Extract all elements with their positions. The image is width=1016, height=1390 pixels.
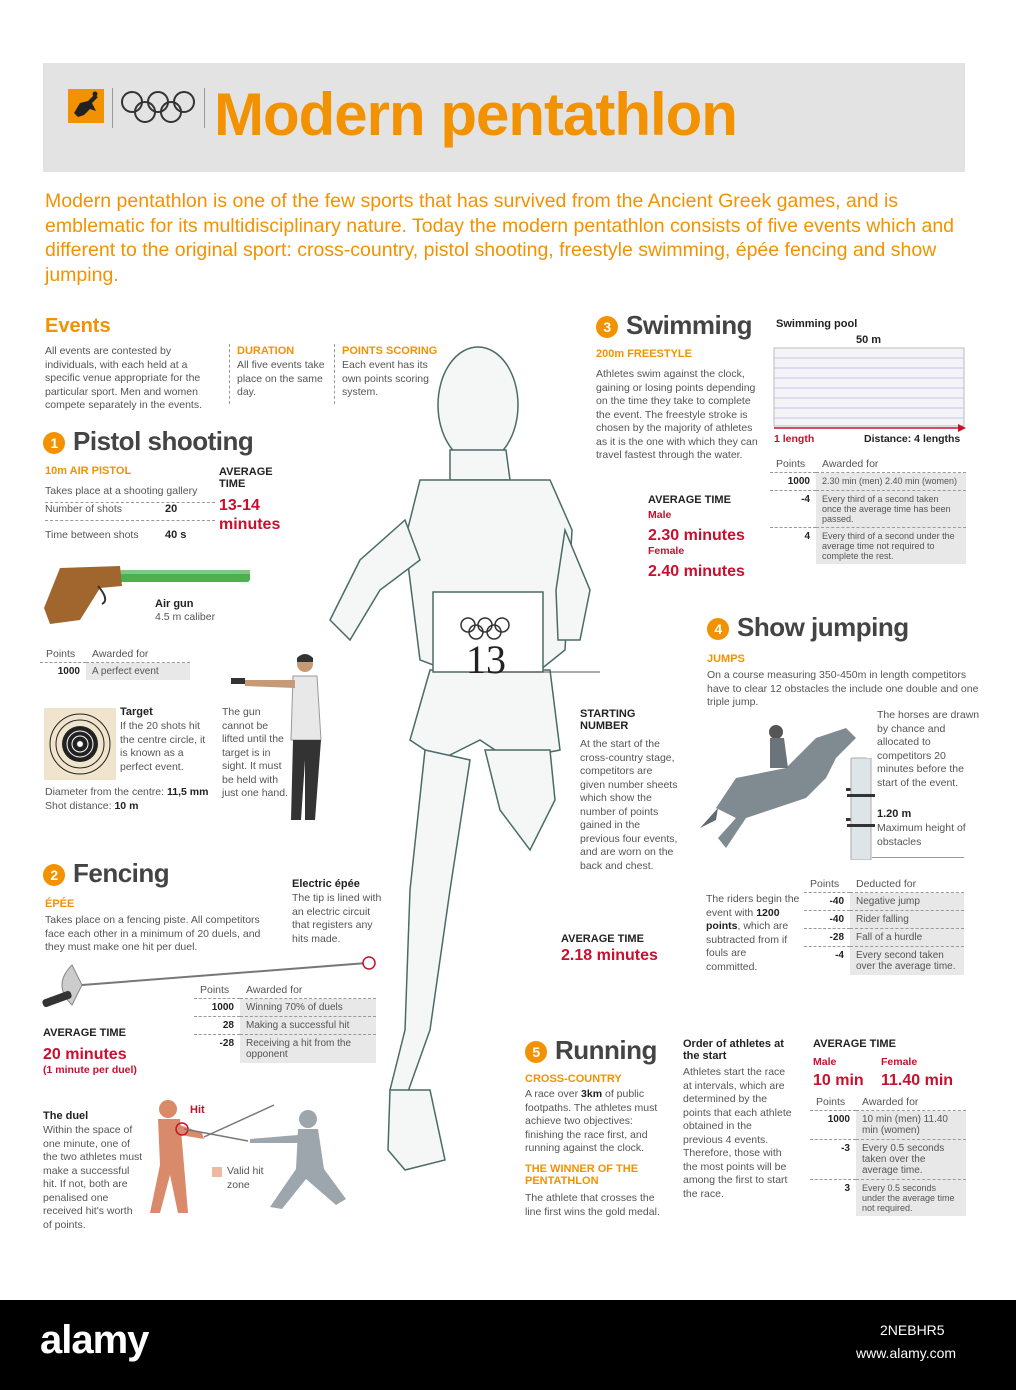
pistol-sub: 10m AIR PISTOL — [45, 465, 132, 477]
running-female-value: 11.40 min — [881, 1072, 954, 1089]
swimming-female-label: Female — [648, 545, 685, 557]
distance-label: Shot distance: — [45, 800, 112, 812]
valid-hit-label: Valid hit zone — [227, 1165, 264, 1191]
jumping-points-table — [804, 876, 964, 975]
table-row: 28 Making a successful hit — [194, 1017, 376, 1035]
epee-title: Electric épée — [292, 878, 360, 890]
points-col-header: Points — [200, 984, 230, 996]
running-female-label: Female — [881, 1056, 918, 1068]
swimming-pool-icon — [772, 346, 968, 432]
events-text: All events are contested by individuals, with each held at a specific venue appropriate for the particular sport. Men and women compete separately in the events. — [45, 345, 203, 411]
section-number-badge: 2 — [43, 864, 65, 886]
jumping-sub: JUMPS — [707, 653, 745, 665]
fencing-sub: ÉPÉE — [45, 898, 75, 910]
between-label: Time between shots — [45, 529, 139, 541]
section-number-badge: 5 — [525, 1041, 547, 1063]
running-heading-label: Running — [555, 1035, 657, 1065]
table-row: 1000 2.30 min (men) 2.40 min (women) — [770, 473, 966, 491]
riders-text — [706, 893, 800, 974]
swimming-heading — [596, 310, 752, 341]
table-row: -3 Every 0.5 seconds taken over the average time. — [810, 1140, 966, 1180]
points-col-header: Points — [776, 458, 806, 470]
hurdle-post-icon — [847, 758, 875, 860]
jumping-text: On a course measuring 350-450m in length competitors have to clear 12 obstacles the include one double and one triple jump. — [707, 669, 979, 708]
running-sub: CROSS-COUNTRY — [525, 1073, 622, 1085]
winner-title: THE WINNER OF THE PENTATHLON — [525, 1163, 639, 1187]
points-col-header: Points — [816, 1096, 846, 1108]
running-avg-label: AVERAGE TIME — [813, 1038, 896, 1050]
swimming-points-table — [770, 456, 966, 564]
running-heading — [525, 1035, 657, 1066]
order-text: Athletes start the race at intervals, which are determined by the points that each athlete obtained in the previous 4 events. Therefore, those with the most points will be among the first to start the race. — [683, 1066, 792, 1200]
table-row: 1000 A perfect event — [40, 663, 190, 681]
pool-title: Swimming pool — [776, 318, 858, 330]
distance-value: 10 m — [114, 800, 139, 812]
points-scoring-text: Each event has its own points scoring system. — [342, 359, 429, 398]
pool-width: 50 m — [856, 334, 882, 346]
events-divider — [229, 344, 230, 404]
pool-distance-label: Distance: 4 lengths — [864, 433, 961, 445]
swimming-sub: 200m FREESTYLE — [596, 348, 692, 360]
running-text — [525, 1088, 670, 1156]
awarded-col-header: Awarded for — [822, 458, 879, 470]
footer-image-id: 2NEBHR5 — [880, 1322, 945, 1338]
table-row: 1000 Winning 70% of duels — [194, 999, 376, 1017]
height-label: Maximum height of obstacles — [877, 822, 966, 848]
points-col-header: Points — [810, 878, 840, 890]
section-number-badge: 1 — [43, 432, 65, 454]
shots-label: Number of shots — [45, 503, 123, 515]
running-male-value: 10 min — [813, 1072, 864, 1089]
running-text-b: of public footpaths. The athletes must achieve two objectives: finishing the race first, and running against the clock. — [525, 1088, 658, 1154]
running-km: 3km — [581, 1088, 603, 1100]
height-value: 1.20 m — [877, 808, 912, 820]
running-male-label: Male — [813, 1056, 837, 1068]
events-heading: Events — [45, 315, 111, 337]
fencing-heading-label: Fencing — [73, 858, 170, 888]
running-points-table — [810, 1094, 966, 1216]
awarded-col-header: Awarded for — [246, 984, 303, 996]
swimming-heading-label: Swimming — [626, 310, 753, 340]
table-row: -4 Every third of a second taken once the average time has been passed. — [770, 491, 966, 528]
order-title: Order of athletes at the start — [683, 1038, 784, 1062]
header-divider — [112, 88, 113, 128]
pistol-heading-label: Pistol shooting — [73, 426, 254, 456]
table-row: 3 Every 0.5 seconds under the average time not required. — [810, 1180, 966, 1217]
pool-length-label: 1 length — [774, 433, 815, 445]
between-value: 40 s — [165, 529, 187, 541]
points-col-header: Points — [46, 648, 76, 660]
pistol-heading — [43, 426, 253, 457]
pistol-avg-label: AVERAGE TIME — [219, 466, 273, 490]
table-row: -28 Fall of a hurdle — [804, 929, 964, 947]
footer-logo: alamy — [40, 1318, 149, 1362]
target-title: Target — [120, 706, 153, 718]
table-row: -40 Negative jump — [804, 893, 964, 911]
page-title: Modern pentathlon — [214, 81, 737, 148]
awarded-col-header: Awarded for — [862, 1096, 919, 1108]
table-row: -28 Receiving a hit from the opponent — [194, 1035, 376, 1064]
awarded-col-header: Awarded for — [92, 648, 149, 660]
table-row: 4 Every third of a second under the average time not required to complete the rest. — [770, 528, 966, 565]
section-number-badge: 3 — [596, 316, 618, 338]
pistol-points-table — [40, 646, 190, 680]
points-scoring-title: POINTS SCORING — [342, 345, 438, 357]
fencing-heading — [43, 858, 169, 889]
starting-number-title: STARTING NUMBER — [580, 708, 636, 732]
riders-text-b: , which are subtracted from if fouls are committed. — [706, 920, 789, 973]
diameter-value: 11,5 mm — [166, 786, 209, 798]
fencing-avg-label: AVERAGE TIME — [43, 1027, 126, 1039]
diameter-row — [45, 786, 208, 800]
swimming-avg-label: AVERAGE TIME — [648, 494, 731, 506]
bib-number: 13 — [466, 637, 506, 682]
air-gun-text: 4.5 m caliber — [155, 611, 216, 623]
swimming-male-label: Male — [648, 509, 672, 521]
duel-text: Within the space of one minute, one of the two athletes must make a successful hit. If not, both are penalised one received hit's worth of points. — [43, 1124, 143, 1231]
pistol-avg-value: 13-14 minutes — [219, 497, 281, 533]
riders-points: 1200 points — [706, 906, 780, 932]
table-row: -40 Rider falling — [804, 911, 964, 929]
duration-title: DURATION — [237, 345, 295, 357]
winner-text: The athlete that crosses the line first wins the gold medal. — [525, 1192, 660, 1218]
gun-note: The gun cannot be lifted until the target is in sight. It must be held with just one hand. — [222, 706, 288, 799]
target-icon — [44, 708, 116, 780]
fencing-text: Takes place on a fencing piste. All competitors face each other in a minimum of 20 duels, and they must make one hit per duel. — [45, 914, 261, 953]
riders-text-a: The riders begin the event with — [706, 893, 800, 919]
center-avg-label: AVERAGE TIME — [561, 933, 644, 945]
swimming-text: Athletes swim against the clock, gaining or losing points depending on the time they take to complete the event. The freestyle stroke is chosen by the majority of athletes as it is the one with which they can travel fastest through the water. — [596, 368, 758, 461]
swimming-male-value: 2.30 minutes — [648, 527, 745, 544]
horses-text: The horses are drawn by chance and allocated to competitors 20 minutes before the start of the event. — [877, 709, 980, 789]
pistol-line1: Takes place at a shooting gallery — [45, 485, 215, 503]
horse-jump-icon — [696, 708, 871, 863]
header-divider — [204, 88, 205, 128]
table-row: -4 Every second taken over the average time. — [804, 947, 964, 976]
center-avg-value: 2.18 minutes — [561, 947, 658, 964]
table-row: 1000 10 min (men) 11.40 min (women) — [810, 1111, 966, 1140]
running-text-a: A race over — [525, 1088, 579, 1100]
diameter-label: Diameter from the centre: — [45, 786, 165, 798]
target-text: If the 20 shots hit the centre circle, it is known as a perfect event. — [120, 720, 206, 773]
jumping-heading — [707, 612, 909, 643]
distance-row — [45, 800, 138, 814]
swimming-female-value: 2.40 minutes — [648, 563, 745, 580]
deducted-col-header: Deducted for — [856, 878, 917, 890]
starting-number-text: At the start of the cross-country stage, competitors are given number sheets which show the number of points gained in the previous four events, and are worn on the back and chest. — [580, 738, 678, 872]
epee-text: The tip is lined with an electric circuit that registers any hits made. — [292, 892, 382, 945]
air-gun-title: Air gun — [155, 598, 194, 610]
intro-text: Modern pentathlon is one of the few sports that has survived from the Ancient Greek games, and is emblematic for its multidisciplinary nature. Today the modern pentathlon consists of five events which and different to the original sport: cross-country, pistol shooting, freestyle swimming, épée fencing and show jumping. — [45, 190, 955, 286]
hit-label: Hit — [190, 1104, 205, 1116]
duration-text: All five events take place on the same day. — [237, 359, 325, 398]
duel-title: The duel — [43, 1110, 89, 1122]
pentathlon-pictogram-icon — [68, 89, 104, 123]
pistol-divider — [45, 520, 215, 521]
section-number-badge: 4 — [707, 618, 729, 640]
footer-url: www.alamy.com — [856, 1345, 957, 1361]
fencing-avg-value: 20 minutes — [43, 1046, 127, 1063]
olympic-rings-icon — [118, 88, 200, 128]
fencing-avg-note: (1 minute per duel) — [43, 1064, 137, 1076]
shots-value: 20 — [165, 503, 178, 515]
jumping-divider — [872, 857, 964, 858]
air-gun-icon — [40, 560, 252, 630]
jumping-heading-label: Show jumping — [737, 612, 909, 642]
